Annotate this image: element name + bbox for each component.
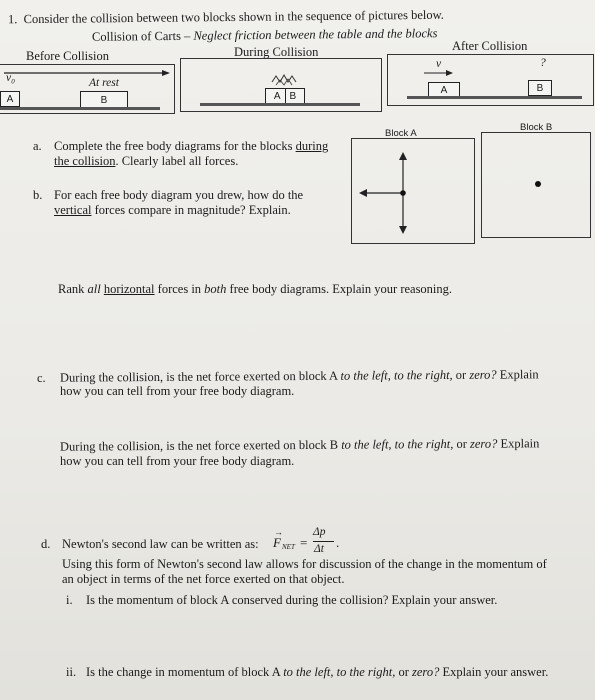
- part-b-line2: vertical forces compare in magnitude? Explain.: [54, 203, 291, 217]
- block-b-during: B: [289, 91, 297, 102]
- part-c-block-b-line1: During the collision, is the net force exerted on block B to the left, to the right, or zero? Explain: [59, 436, 540, 454]
- block-a-before: A: [0, 91, 20, 107]
- equation-denominator: Δt: [314, 543, 324, 555]
- block-a-during: A: [273, 91, 281, 102]
- table-surface-before: [0, 107, 160, 110]
- problem-intro: 1. Consider the collision between two blocks shown in the sequence of pictures below.: [7, 7, 444, 27]
- part-a-line1: Complete the free body diagrams for the blocks during: [54, 139, 329, 153]
- impact-icon: [272, 72, 298, 86]
- fbd-block-b-point-icon: [481, 132, 589, 236]
- fbd-block-a-title: Block A: [385, 128, 417, 139]
- part-b-letter: b.: [33, 188, 43, 202]
- diagram-title: Collision of Carts – Neglect friction between the table and the blocks: [91, 26, 438, 44]
- equation-numerator: Δp: [313, 526, 326, 538]
- part-c-block-a-line1: During the collision, is the net force exerted on block A to the left, to the right, or zero? Explain: [59, 367, 539, 385]
- during-collision-label: During Collision: [234, 45, 319, 59]
- equation-force-symbol: F: [273, 535, 281, 550]
- block-b-after: B: [528, 80, 552, 96]
- part-c-block-a-line2: how you can tell from your free body diagram.: [60, 384, 295, 398]
- block-b-before: B: [80, 91, 128, 109]
- part-d-line3: an object in terms of the net force exerted on that object.: [62, 572, 345, 586]
- part-c-block-b-line2: how you can tell from your free body diagram.: [60, 454, 295, 468]
- unknown-velocity-label: ?: [540, 57, 546, 69]
- velocity-a-label: v: [436, 58, 442, 70]
- part-c-letter: c.: [37, 371, 46, 385]
- part-b-line1: For each free body diagram you drew, how do the: [54, 188, 304, 202]
- part-d-sub-ii-question: Is the change in momentum of block A to the left, to the right, or zero? Explain your answer.: [86, 665, 549, 679]
- equation-fraction-bar: [313, 541, 334, 542]
- part-a-letter: a.: [33, 139, 42, 153]
- at-rest-label: At rest: [89, 77, 119, 89]
- part-d-line1: Newton's second law can be written as:: [62, 537, 259, 551]
- newton-second-law-equation: [273, 527, 353, 561]
- part-d-sub-ii-number: ii.: [66, 665, 77, 679]
- equation-subscript: NET: [282, 543, 295, 551]
- rank-horizontal-forces-prompt: Rank all horizontal forces in both free body diagrams. Explain your reasoning.: [58, 282, 453, 296]
- part-a-line2: the collision. Clearly label all forces.: [54, 154, 239, 168]
- block-a-after: A: [428, 82, 460, 98]
- part-d-line2: Using this form of Newton's second law allows for discussion of the change in the momentum of: [62, 557, 547, 571]
- after-collision-label: After Collision: [452, 39, 528, 53]
- fbd-block-a-force-arrows-icon: [351, 138, 473, 242]
- table-surface-after: [407, 96, 582, 99]
- part-d-letter: d.: [41, 537, 51, 551]
- equation-equals: =: [300, 535, 308, 550]
- equation-force-vector-arrow: →: [274, 527, 283, 537]
- initial-velocity-label: v₀: [6, 72, 16, 84]
- part-d-sub-i-number: i.: [66, 593, 73, 607]
- equation-period: .: [336, 535, 340, 550]
- velocity-a-arrow-icon: [424, 70, 454, 78]
- block-divider: [285, 89, 286, 104]
- part-d-sub-i-question: Is the momentum of block A conserved during the collision? Explain your answer.: [86, 593, 498, 607]
- table-surface-during: [200, 103, 360, 106]
- before-collision-label: Before Collision: [26, 49, 109, 63]
- fbd-block-b-title: Block B: [520, 122, 553, 133]
